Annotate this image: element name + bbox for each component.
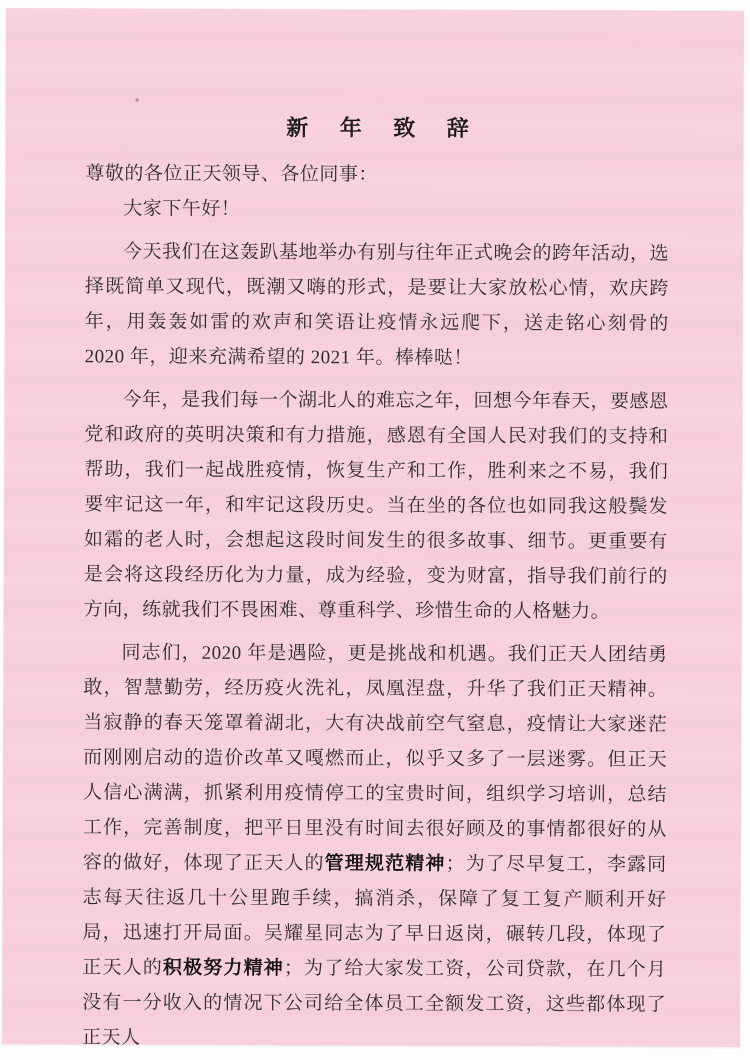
salutation-line: 尊敬的各位正天领导、各位同事：	[85, 163, 378, 186]
paragraph	[85, 234, 670, 376]
document-title: 新 年 致 辞	[286, 115, 482, 141]
document-content	[2, 8, 744, 1058]
text-segment: ；为了尽早复工，李露同志每天往返几十公里跑手续，搞消杀，保障了复工复产顺利开好局，迅速打开局面。吴耀星同志为了早日返岗，碾转几段，体现了正天人的	[82, 853, 667, 979]
emphasized-text-segment: 管理规范精神	[324, 853, 446, 875]
paragraph-list	[82, 234, 669, 1057]
text-segment: ；为了给大家发工资，公司贷款，在几个月没有一分收入的情况下公司给全体员工全额发工资，这些都体现了正天人	[82, 958, 667, 1049]
text-segment: 今天我们在这轰趴基地举办有别与往年正式晚会的跨年活动，选择既简单又现代，既潮又嗨的形式，是要让大家放松心情，欢庆跨年，用轰轰如雷的欢声和笑语让疫情永远爬下，送走铭心刻骨的 2020 年，迎来充满希望的 2021 年。棒棒哒！	[84, 241, 670, 369]
text-segment: 今年，是我们每一个湖北人的难忘之年，回想今年春天，要感恩党和政府的英明决策和有力措施，感恩有全国人民对我们的支持和帮助，我们一起战胜疫情，恢复生产和工作，胜利来之不易，我们要牢记这一年，和牢记这段历史。当在坐的各位也如同我这般鬓发如霜的老人时，会想起这段时间发生的很多故事、细节。更重要有是会将这段经历化为力量，成为经验，变为财富，指导我们前行的方向，练就我们不畏困难、尊重科学、珍惜生命的人格魅力。	[83, 389, 669, 623]
paragraph	[82, 635, 668, 1057]
pink-paper-sheet	[2, 8, 744, 1047]
paragraph	[84, 382, 669, 629]
emphasized-text-segment: 积极努力精神	[162, 957, 284, 980]
greeting-line: 大家下午好！	[123, 198, 241, 220]
text-segment: 同志们，2020 年是遇险，更是挑战和机遇。我们正天人团结勇敢，智慧勤劳，经历疫火洗礼，凤凰涅盘，升华了我们正天精神。当寂静的春天笼罩着湖北，大有决战前空气窒息，疫情让大家迷茫而刚刚启动的造价改革又嘎燃而止，似乎又多了一层迷雾。但正天人信心满满，抓紧利用疫情停工的宝贵时间，组织学习培训，总结工作，完善制度，把平日里没有时间去很好顾及的事情都很好的从容的做好，体现了正天人的	[82, 642, 668, 875]
